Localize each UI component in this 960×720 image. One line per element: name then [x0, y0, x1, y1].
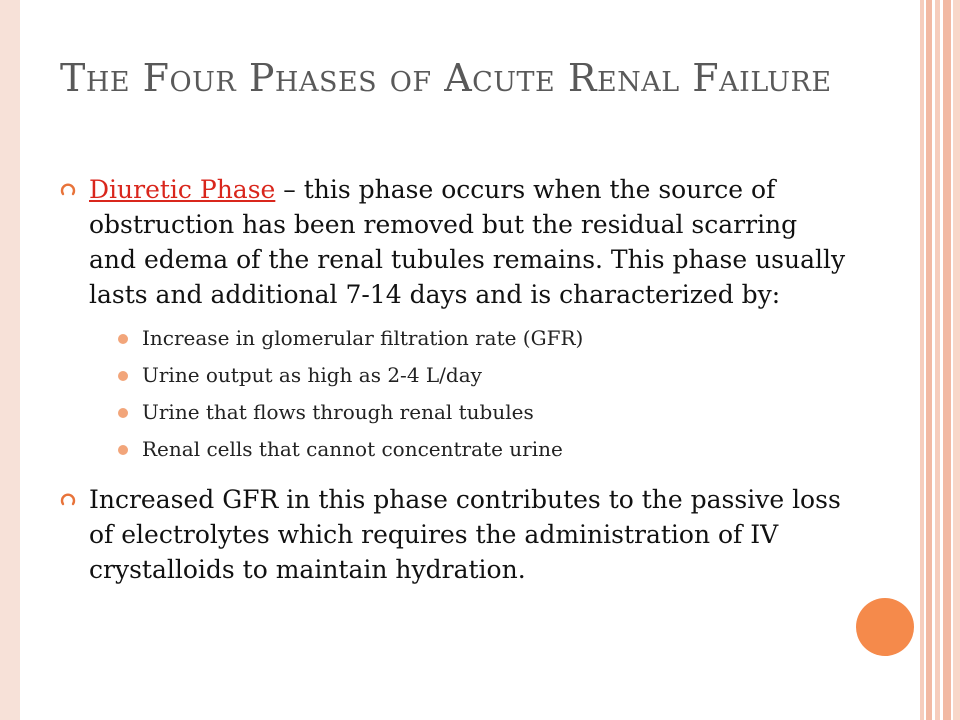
- sub-list-item: [118, 394, 850, 431]
- right-decorative-band: [920, 0, 924, 720]
- sub-item-text: Renal cells that cannot concentrate urine: [142, 437, 563, 461]
- sub-item-text: Increase in glomerular filtration rate (GFR): [142, 326, 584, 350]
- right-decorative-band: [953, 0, 960, 720]
- bullet-item: [60, 482, 850, 587]
- slide-title: The Four Phases of Acute Renal Failure: [60, 56, 832, 100]
- bullet-arc-icon: [60, 172, 76, 197]
- bullet-item: [60, 172, 850, 468]
- right-decorative-band: [935, 0, 940, 720]
- sub-list-item: [118, 357, 850, 394]
- bullet-dot-icon: [118, 445, 128, 455]
- bullet-arc-icon: [60, 482, 76, 507]
- sub-item-text: Urine that flows through renal tubules: [142, 400, 534, 424]
- bullet-text: Increased GFR in this phase contributes to the passive loss of electrolytes which requires the administration of IV crystalloids to maintain hydration.: [89, 485, 841, 584]
- sub-item-text: Urine output as high as 2-4 L/day: [142, 363, 482, 387]
- right-decorative-band: [943, 0, 951, 720]
- sub-list-item: [118, 320, 850, 357]
- bullet-dot-icon: [118, 334, 128, 344]
- sub-list-item: [118, 431, 850, 468]
- diuretic-phase-link[interactable]: Diuretic Phase: [89, 175, 276, 204]
- sub-list: [118, 320, 850, 468]
- bullet-dot-icon: [118, 408, 128, 418]
- left-border: [0, 0, 20, 720]
- bullet-text: – this phase occurs when the source of obstruction has been removed but the residual scarring and edema of the renal tubules remains. This phase usually lasts and additional 7-14 days and is characterized by:: [89, 175, 846, 309]
- bullet-dot-icon: [118, 371, 128, 381]
- slide-body: [60, 172, 850, 601]
- accent-circle: [856, 598, 914, 656]
- right-decorative-band: [926, 0, 932, 720]
